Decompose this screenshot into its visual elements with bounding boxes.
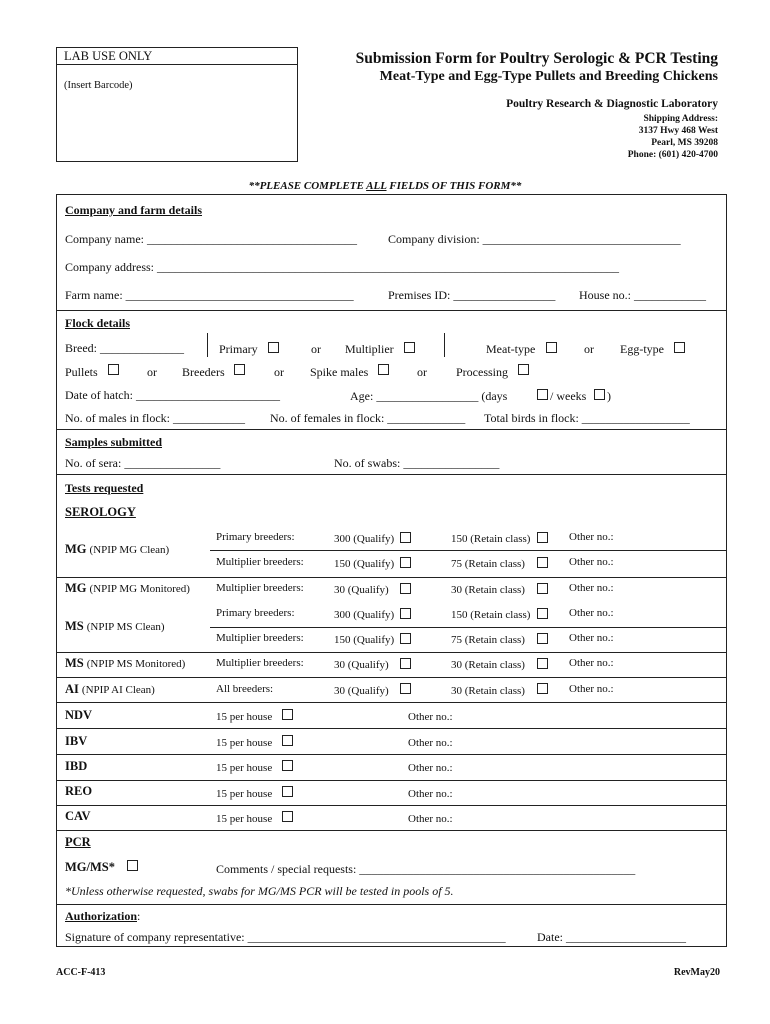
other-no-label[interactable]: Other no.: xyxy=(569,607,614,619)
primary-breeders-label: Primary breeders: xyxy=(216,607,295,619)
address-line: Phone: (601) 420-4700 xyxy=(627,150,718,160)
multiplier-breeders-label: Multiplier breeders: xyxy=(216,632,304,644)
processing-checkbox[interactable] xyxy=(518,364,529,375)
qualify-checkbox[interactable] xyxy=(400,532,411,543)
primary-checkbox[interactable] xyxy=(268,342,279,353)
retain-label: 150 (Retain class) xyxy=(451,609,531,621)
ibv-label: IBV xyxy=(65,734,88,748)
qualify-label: 150 (Qualify) xyxy=(334,634,395,646)
address-line: 3137 Hwy 468 West xyxy=(638,126,718,136)
vertical-separator xyxy=(444,333,445,357)
pcr-title: PCR xyxy=(65,835,91,849)
multiplier-breeders-label: Multiplier breeders: xyxy=(216,657,304,669)
days-checkbox[interactable] xyxy=(537,389,548,400)
multiplier-breeders-label: Multiplier breeders: xyxy=(216,556,304,568)
per-house-label: 15 per house xyxy=(216,813,273,825)
qualify-checkbox[interactable] xyxy=(400,557,411,568)
or-label: or xyxy=(274,365,284,379)
males-field[interactable]: No. of males in flock: ____________ xyxy=(65,411,245,425)
ms-clean-label: MS (NPIP MS Clean) xyxy=(65,619,165,633)
divider xyxy=(56,702,727,703)
qualify-checkbox[interactable] xyxy=(400,658,411,669)
divider xyxy=(56,652,727,653)
divider xyxy=(56,474,727,475)
signature-field[interactable]: Signature of company representative: ___________________________________________ xyxy=(65,930,506,944)
address-line: Pearl, MS 39208 xyxy=(651,138,718,148)
farm-name-field[interactable]: Farm name: ______________________________________ xyxy=(65,288,354,302)
or-label: or xyxy=(417,365,427,379)
reo-label: REO xyxy=(65,784,93,798)
other-no-label[interactable]: Other no.: xyxy=(569,657,614,669)
tests-section-title: Tests requested xyxy=(65,481,144,495)
retain-checkbox[interactable] xyxy=(537,583,548,594)
breeders-label: Breeders xyxy=(182,365,225,379)
divider xyxy=(56,830,727,831)
other-no-label[interactable]: Other no.: xyxy=(408,813,453,825)
meat-type-label: Meat-type xyxy=(486,342,536,356)
date-of-hatch-field[interactable]: Date of hatch: ________________________ xyxy=(65,388,280,402)
divider xyxy=(56,780,727,781)
per-house-label: 15 per house xyxy=(216,737,273,749)
retain-checkbox[interactable] xyxy=(537,557,548,568)
qualify-checkbox[interactable] xyxy=(400,608,411,619)
qualify-label: 300 (Qualify) xyxy=(334,609,395,621)
pullets-label: Pullets xyxy=(65,365,98,379)
meat-type-checkbox[interactable] xyxy=(546,342,557,353)
lab-use-box xyxy=(56,47,298,162)
primary-breeders-label: Primary breeders: xyxy=(216,531,295,543)
reo-checkbox[interactable] xyxy=(282,786,293,797)
egg-type-label: Egg-type xyxy=(620,342,664,356)
form-subtitle: Meat-Type and Egg-Type Pullets and Breeding Chickens xyxy=(379,69,718,84)
weeks-label: / weeks xyxy=(550,389,587,403)
other-no-label[interactable]: Other no.: xyxy=(569,556,614,568)
company-address-field[interactable]: Company address: _____________________________________________________________________________ xyxy=(65,260,619,274)
spike-males-label: Spike males xyxy=(310,365,369,379)
lab-use-divider xyxy=(57,64,297,65)
premises-id-field[interactable]: Premises ID: _________________ xyxy=(388,288,556,302)
other-no-label[interactable]: Other no.: xyxy=(569,582,614,594)
multiplier-breeders-label: Multiplier breeders: xyxy=(216,582,304,594)
cav-label: CAV xyxy=(65,809,91,823)
other-no-label[interactable]: Other no.: xyxy=(569,531,614,543)
other-no-label[interactable]: Other no.: xyxy=(408,737,453,749)
form-box xyxy=(56,194,727,947)
divider xyxy=(210,627,727,628)
spike-males-checkbox[interactable] xyxy=(378,364,389,375)
per-house-label: 15 per house xyxy=(216,762,273,774)
address-line: Shipping Address: xyxy=(643,114,718,124)
primary-label: Primary xyxy=(219,342,258,356)
house-no-field[interactable]: House no.: ____________ xyxy=(579,288,706,302)
total-birds-field[interactable]: Total birds in flock: __________________ xyxy=(484,411,690,425)
other-no-label[interactable]: Other no.: xyxy=(408,762,453,774)
company-section-title: Company and farm details xyxy=(65,203,203,217)
processing-label: Processing xyxy=(456,365,508,379)
swabs-field[interactable]: No. of swabs: ________________ xyxy=(334,456,500,470)
serology-title: SEROLOGY xyxy=(65,505,136,519)
retain-checkbox[interactable] xyxy=(537,532,548,543)
or-label: or xyxy=(584,342,594,356)
form-title: Submission Form for Poultry Serologic & PCR Testing xyxy=(355,50,718,67)
other-no-label[interactable]: Other no.: xyxy=(569,632,614,644)
company-name-field[interactable]: Company name: ___________________________________ xyxy=(65,232,357,246)
retain-checkbox[interactable] xyxy=(537,683,548,694)
divider xyxy=(56,754,727,755)
age-field[interactable]: Age: _________________ (days xyxy=(350,389,508,403)
barcode-placeholder: (Insert Barcode) xyxy=(64,80,133,91)
or-label: or xyxy=(311,342,321,356)
other-no-label[interactable]: Other no.: xyxy=(569,683,614,695)
mg-clean-label: MG (NPIP MG Clean) xyxy=(65,542,170,556)
divider xyxy=(56,429,727,430)
qualify-checkbox[interactable] xyxy=(400,683,411,694)
pullets-checkbox[interactable] xyxy=(108,364,119,375)
comments-field[interactable]: Comments / special requests: ______________________________________________ xyxy=(216,862,636,876)
ms-monitored-label: MS (NPIP MS Monitored) xyxy=(65,656,186,670)
cav-checkbox[interactable] xyxy=(282,811,293,822)
per-house-label: 15 per house xyxy=(216,711,273,723)
egg-type-checkbox[interactable] xyxy=(674,342,685,353)
retain-label: 30 (Retain class) xyxy=(451,584,525,596)
retain-checkbox[interactable] xyxy=(537,658,548,669)
divider xyxy=(56,904,727,905)
retain-label: 30 (Retain class) xyxy=(451,659,525,671)
multiplier-checkbox[interactable] xyxy=(404,342,415,353)
retain-label: 30 (Retain class) xyxy=(451,685,525,697)
divider xyxy=(56,677,727,678)
retain-checkbox[interactable] xyxy=(537,633,548,644)
retain-checkbox[interactable] xyxy=(537,608,548,619)
breed-field[interactable]: Breed: ______________ xyxy=(65,341,184,355)
vertical-separator xyxy=(207,333,208,357)
ai-label: AI (NPIP AI Clean) xyxy=(65,682,155,696)
lab-name: Poultry Research & Diagnostic Laboratory xyxy=(506,98,718,110)
weeks-checkbox[interactable] xyxy=(594,389,605,400)
or-label: or xyxy=(147,365,157,379)
mgms-label: MG/MS* xyxy=(65,860,115,874)
divider xyxy=(56,577,727,578)
divider xyxy=(56,728,727,729)
complete-all-notice: **PLEASE COMPLETE ALL FIELDS OF THIS FORM** xyxy=(248,180,522,192)
ibv-checkbox[interactable] xyxy=(282,735,293,746)
ibd-checkbox[interactable] xyxy=(282,760,293,771)
qualify-label: 30 (Qualify) xyxy=(334,584,389,596)
qualify-label: 150 (Qualify) xyxy=(334,558,395,570)
samples-section-title: Samples submitted xyxy=(65,435,163,449)
paren-label: ) xyxy=(607,389,611,403)
all-breeders-label: All breeders: xyxy=(216,683,274,695)
per-house-label: 15 per house xyxy=(216,788,273,800)
lab-use-title: LAB USE ONLY xyxy=(64,49,153,63)
qualify-checkbox[interactable] xyxy=(400,633,411,644)
breeders-checkbox[interactable] xyxy=(234,364,245,375)
multiplier-label: Multiplier xyxy=(345,342,394,356)
mgms-checkbox[interactable] xyxy=(127,860,138,871)
company-division-field[interactable]: Company division: _________________________________ xyxy=(388,232,681,246)
other-no-label[interactable]: Other no.: xyxy=(408,788,453,800)
females-field[interactable]: No. of females in flock: _____________ xyxy=(270,411,466,425)
divider xyxy=(56,310,727,311)
ibd-label: IBD xyxy=(65,759,88,773)
pcr-note: *Unless otherwise requested, swabs for MG/MS PCR will be tested in pools of 5. xyxy=(65,884,454,898)
qualify-label: 30 (Qualify) xyxy=(334,685,389,697)
form-code: ACC-F-413 xyxy=(56,967,106,978)
retain-label: 75 (Retain class) xyxy=(451,558,525,570)
date-field[interactable]: Date: ____________________ xyxy=(537,930,686,944)
authorization-title: Authorization: xyxy=(65,909,141,923)
sera-field[interactable]: No. of sera: ________________ xyxy=(65,456,221,470)
revision-code: RevMay20 xyxy=(673,967,720,978)
mg-monitored-label: MG (NPIP MG Monitored) xyxy=(65,581,190,595)
divider xyxy=(56,805,727,806)
retain-label: 150 (Retain class) xyxy=(451,533,531,545)
ndv-checkbox[interactable] xyxy=(282,709,293,720)
divider xyxy=(210,550,727,551)
retain-label: 75 (Retain class) xyxy=(451,634,525,646)
qualify-checkbox[interactable] xyxy=(400,583,411,594)
other-no-label[interactable]: Other no.: xyxy=(408,711,453,723)
ndv-label: NDV xyxy=(65,708,93,722)
qualify-label: 30 (Qualify) xyxy=(334,659,389,671)
flock-section-title: Flock details xyxy=(65,316,130,330)
qualify-label: 300 (Qualify) xyxy=(334,533,395,545)
